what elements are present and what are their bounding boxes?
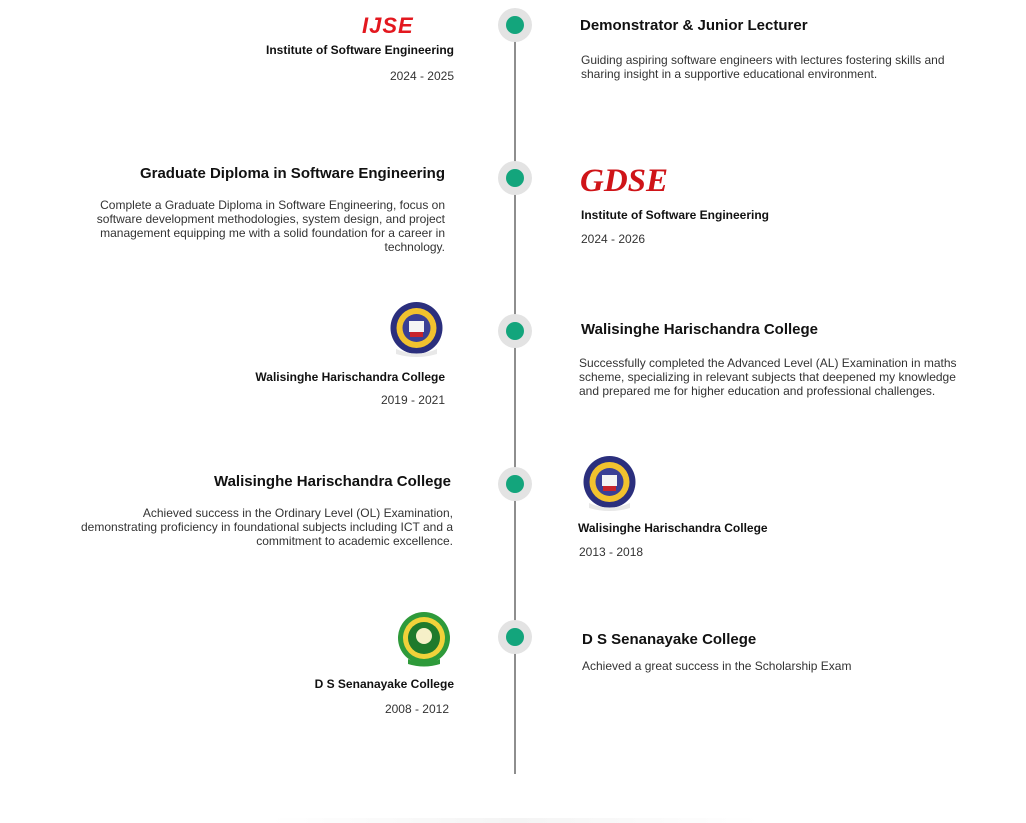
- entry-title: Demonstrator & Junior Lecturer: [580, 17, 808, 34]
- entry-description: Complete a Graduate Diploma in Software Engineering, focus on software development methodologies, system design, and project management equipping me with a solid foundation for a career in technology.: [96, 198, 445, 254]
- entry-description: Successfully completed the Advanced Level (AL) Examination in maths scheme, specializing in relevant subjects that deepened my knowledge and prepared me for higher education and professional challenges.: [579, 356, 957, 398]
- gdse-logo: GDSE: [580, 163, 669, 199]
- timeline-node: [498, 314, 532, 348]
- entry-title: Walisinghe Harischandra College: [213, 473, 451, 490]
- ijse-logo: IJSE: [362, 13, 414, 38]
- entry-date: 2024 - 2026: [581, 232, 646, 246]
- school-crest-icon: [397, 611, 451, 667]
- entry-title: D S Senanayake College: [582, 631, 757, 648]
- entry-org: Institute of Software Engineering: [265, 43, 454, 57]
- timeline-node: [498, 467, 532, 501]
- entry-description: Achieved success in the Ordinary Level (OL) Examination, demonstrating proficiency in foundational subjects including ICT and a commitment to academic excellence.: [81, 506, 453, 548]
- entry-title: Walisinghe Harischandra College: [581, 321, 819, 338]
- entry-date: 2019 - 2021: [380, 393, 445, 407]
- entry-org: Institute of Software Engineering: [581, 208, 770, 222]
- entry-date: 2013 - 2018: [579, 545, 644, 559]
- entry-description: Achieved a great success in the Scholarship Exam: [582, 659, 852, 673]
- timeline-node: [498, 620, 532, 654]
- school-crest-icon: [389, 302, 444, 357]
- entry-org: Walisinghe Harischandra College: [255, 370, 445, 384]
- entry-date: 2008 - 2012: [384, 702, 449, 716]
- entry-description: Guiding aspiring software engineers with lectures fostering skills and sharing insight in a supportive educational environment.: [581, 53, 945, 81]
- school-crest-icon: [582, 456, 637, 511]
- timeline-node: [498, 8, 532, 42]
- entry-title: Graduate Diploma in Software Engineering: [139, 165, 445, 182]
- entry-date: 2024 - 2025: [389, 69, 454, 83]
- timeline-line: [514, 38, 516, 774]
- timeline-node: [498, 161, 532, 195]
- entry-org: Walisinghe Harischandra College: [578, 521, 768, 535]
- entry-org: D S Senanayake College: [314, 677, 454, 691]
- bottom-divider: [270, 818, 760, 823]
